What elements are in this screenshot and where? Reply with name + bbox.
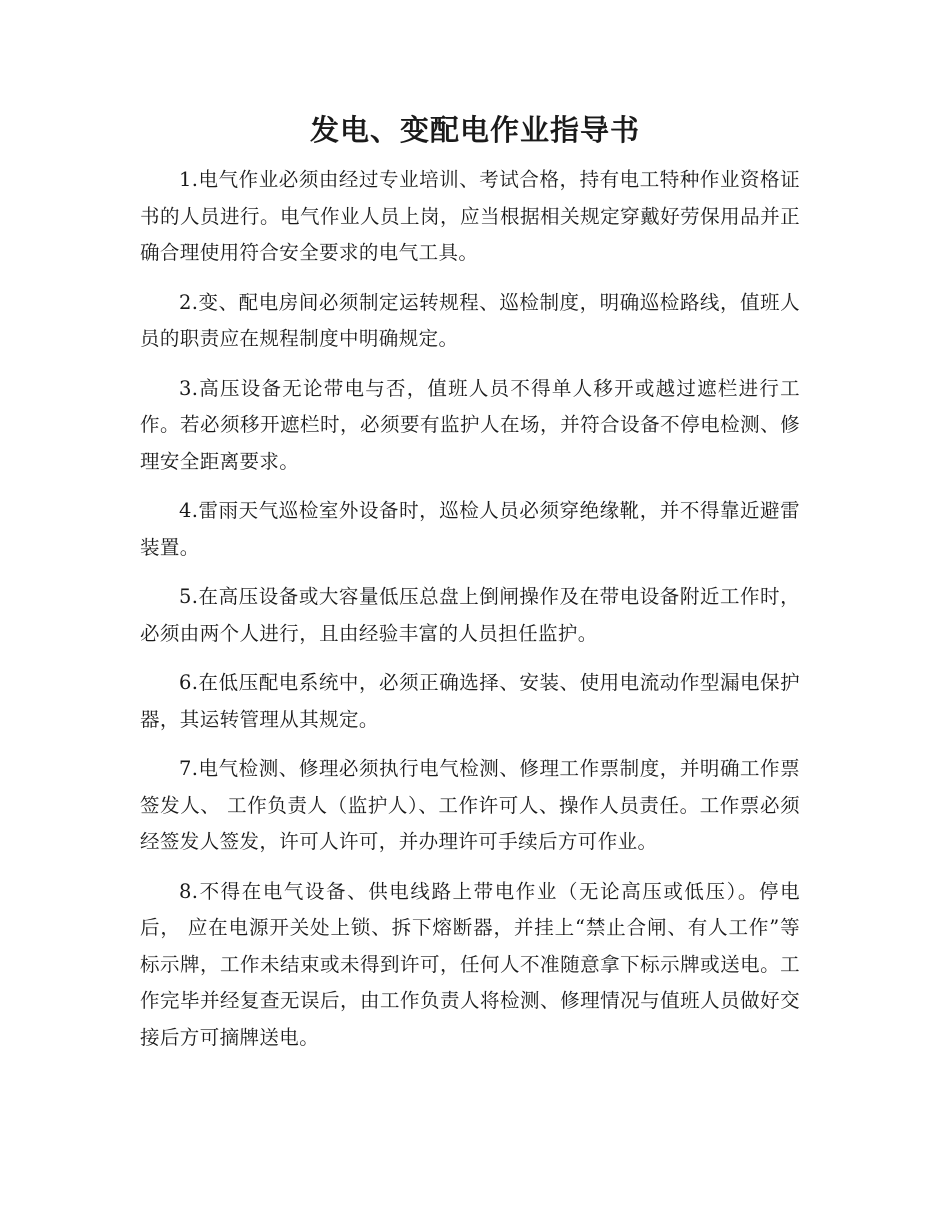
paragraph-6: 6.在低压配电系统中，必须正确选择、安装、使用电流动作型漏电保护器，其运转管理从其规定。: [140, 671, 800, 731]
paragraph-2: 2.变、配电房间必须制定运转规程、巡检制度，明确巡检路线，值班人员的职责应在规程制度中明确规定。: [140, 290, 800, 350]
paragraph-3: 3.高压设备无论带电与否，值班人员不得单人移开或越过遮栏进行工作。若必须移开遮栏时，必须要有监护人在场，并符合设备不停电检测、修理安全距离要求。: [140, 376, 800, 473]
paragraph-7: 7.电气检测、修理必须执行电气检测、修理工作票制度，并明确工作票签发人、 工作负责人（监护人）、工作许可人、操作人员责任。工作票必须经签发人签发，许可人许可，并办理许可手续后方可作业。: [140, 757, 800, 853]
document-body: [140, 162, 800, 1069]
paragraph-4: 4.雷雨天气巡检室外设备时，巡检人员必须穿绝缘靴，并不得靠近避雷装置。: [140, 499, 800, 559]
paragraph-5: 5.在高压设备或大容量低压总盘上倒闸操作及在带电设备附近工作时， 必须由两个人进行，且由经验丰富的人员担任监护。: [140, 585, 800, 645]
document-title: 发电、变配电作业指导书: [309, 113, 640, 147]
paragraph-1: 1.电气作业必须由经过专业培训、考试合格，持有电工特种作业资格证书的人员进行。电气作业人员上岗，应当根据相关规定穿戴好劳保用品并正确合理使用符合安全要求的电气工具。: [140, 168, 800, 264]
paragraph-8: 8.不得在电气设备、供电线路上带电作业（无论高压或低压）。停电后， 应在电源开关处上锁、拆下熔断器，并挂上“禁止合闸、有人工作”等标示牌，工作未结束或未得到许可，任何人不准随意拿下标示牌或送电。工作完毕并经复查无误后，由工作负责人将检测、修理情况与值班人员做好交接后方可摘牌送电。: [140, 879, 800, 1049]
